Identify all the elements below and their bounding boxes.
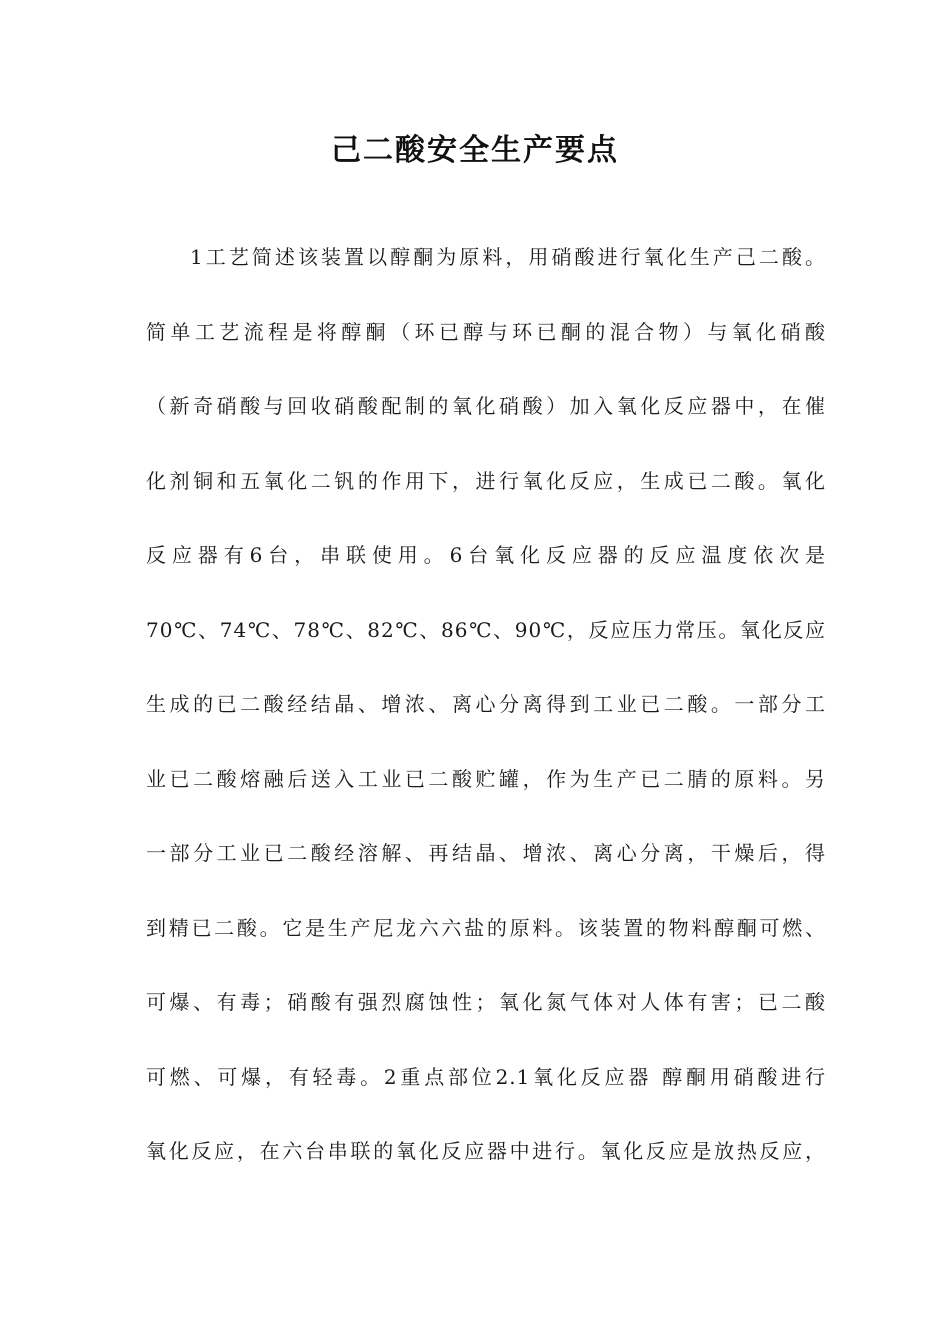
body-line: （新奇硝酸与回收硝酸配制的氧化硝酸）加入氧化反应器中，在催 [146,394,826,418]
body-line: 简单工艺流程是将醇酮（环已醇与环已酮的混合物）与氧化硝酸 [146,319,826,344]
body-line: 可爆、有毒；硝酸有强烈腐蚀性；氧化氮气体对人体有害；已二酸 [146,990,826,1014]
document-title: 己二酸安全生产要点 [331,133,619,168]
body-line: 业已二酸熔融后送入工业已二酸贮罐，作为生产已二腈的原料。另 [146,766,826,791]
body-line: 1工艺简述该装置以醇酮为原料，用硝酸进行氧化生产己二酸。 [190,245,826,269]
body-line: 一部分工业已二酸经溶解、再结晶、增浓、离心分离，干燥后，得 [146,841,826,865]
body-line: 化剂铜和五氧化二钒的作用下，进行氧化反应，生成已二酸。氧化 [146,468,826,493]
body-line: 反应器有6台，串联使用。6台氧化反应器的反应温度依次是 [146,543,826,567]
body-line: 生成的已二酸经结晶、增浓、离心分离得到工业已二酸。一部分工 [146,692,826,716]
body-line: 到精已二酸。它是生产尼龙六六盐的原料。该装置的物料醇酮可燃、 [146,915,826,940]
body-line: 70℃、74℃、78℃、82℃、86℃、90℃，反应压力常压。氧化反应 [146,617,826,642]
body-line: 氧化反应，在六台串联的氧化反应器中进行。氧化反应是放热反应， [146,1139,826,1163]
document-body [146,225,826,1194]
body-line: 可燃、可爆，有轻毒。2重点部位2.1氧化反应器 醇酮用硝酸进行 [146,1064,826,1089]
